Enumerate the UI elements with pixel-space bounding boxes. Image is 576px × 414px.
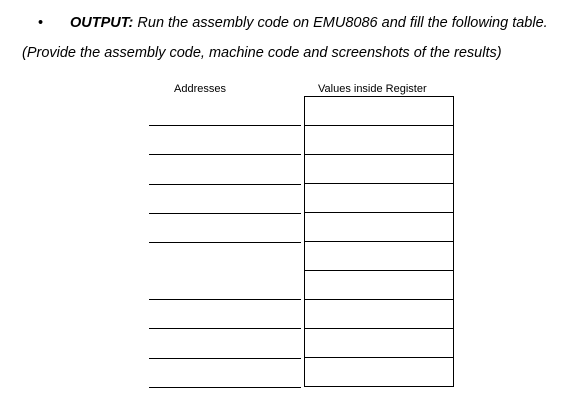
value-cell[interactable] — [305, 213, 454, 242]
address-blank-line[interactable] — [149, 299, 301, 300]
addresses-header: Addresses — [174, 83, 226, 95]
value-cell[interactable] — [305, 300, 454, 329]
output-label: OUTPUT: — [70, 15, 134, 31]
value-cell[interactable] — [305, 271, 454, 300]
value-cell[interactable] — [305, 126, 454, 155]
address-blank-line[interactable] — [149, 213, 301, 214]
value-row — [305, 213, 454, 242]
provide-note: (Provide the assembly code, machine code and screenshots of the results) — [22, 45, 502, 61]
value-row — [305, 242, 454, 271]
output-instruction-text — [70, 15, 548, 31]
value-cell[interactable] — [305, 97, 454, 126]
value-row — [305, 126, 454, 155]
value-cell[interactable] — [305, 155, 454, 184]
value-row — [305, 184, 454, 213]
address-blank-line[interactable] — [149, 328, 301, 329]
values-table — [304, 96, 454, 387]
value-cell[interactable] — [305, 358, 454, 387]
address-blank-line[interactable] — [149, 125, 301, 126]
address-blank-line[interactable] — [149, 242, 301, 243]
value-cell[interactable] — [305, 242, 454, 271]
value-cell[interactable] — [305, 329, 454, 358]
address-blank-line[interactable] — [149, 184, 301, 185]
value-row — [305, 300, 454, 329]
output-description: Run the assembly code on EMU8086 and fill the following table. — [133, 15, 548, 31]
address-blank-line[interactable] — [149, 154, 301, 155]
address-blank-line[interactable] — [149, 358, 301, 359]
value-cell[interactable] — [305, 184, 454, 213]
address-blank-line[interactable] — [149, 387, 301, 388]
bullet-icon: • — [38, 15, 44, 31]
value-row — [305, 271, 454, 300]
values-header: Values inside Register — [318, 83, 427, 95]
value-row — [305, 155, 454, 184]
value-row — [305, 329, 454, 358]
value-row — [305, 358, 454, 387]
value-row — [305, 97, 454, 126]
